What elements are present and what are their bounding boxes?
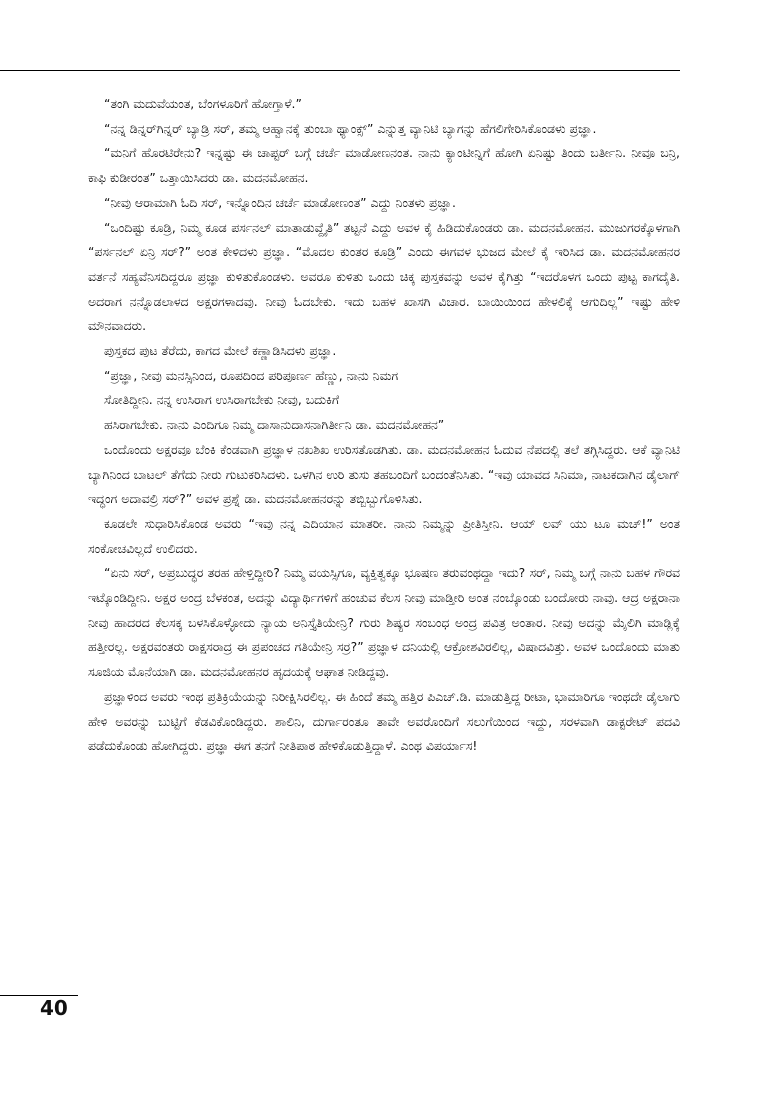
letter-line-2: ಸೋತಿದ್ದೀನಿ. ನನ್ನ ಉಸಿರಾಗ ಉಸಿರಾಗಬೇಕು ನೀವು, ಬದುಕಿಗೆ [104,392,340,408]
paragraph-8: ಒಂದೊಂದು ಅಕ್ಷರವೂ ಬೆಂಕಿ ಕೆಂಡವಾಗಿ ಪ್ರಜ್ಞಾಳ ನಖಶಿಖ ಉರಿಸತೊಡಗಿತು. ಡಾ. ಮದನಮೋಹನ ಓದುವ ನೆಪದಲ್ಲಿ ತಲೆ ತಗ್ಗಿಸಿದ್ದರು. ಆಕೆ ವ್ಯಾನಿಟಿ ಬ್ಯಾಗಿನಿಂದ ಬಾಟಲ್ ತೆಗೆದು ನೀರು ಗುಟುಕರಿಸಿದಳು. ಒಳಗಿನ ಉರಿ ತುಸು ತಹಬಂದಿಗೆ ಬಂದಂತೆನಿಸಿತು. “ಇವು ಯಾವದ ಸಿನಿಮಾ, ನಾಟಕದಾಗಿನ ಡೈಲಾಗ್ ಇದ್ಧಂಗ ಅದಾವಲ್ರಿ ಸರ್?” ಅವಳ ಪ್ರಶ್ನೆ ಡಾ. ಮದನಮೋಹನರನ್ನು ತಬ್ಬಿಬ್ಬುಗೊಳಿಸಿತು. [88,441,680,507]
letter-line-3: ಹಸಿರಾಗಬೇಕು. ನಾನು ಎಂದಿಗೂ ನಿಮ್ಮ ದಾಸಾನುದಾಸನಾಗಿರ್ತೀನಿ ಡಾ. ಮದನಮೋಹನ” [104,417,445,433]
paragraph-9: ಕೂಡಲೇ ಸುಧಾರಿಸಿಕೊಂಡ ಅವರು “ಇವು ನನ್ನ ಎದಿಯಾನ ಮಾತರೀ. ನಾನು ನಿಮ್ಮನ್ನು ಪ್ರೀತಿಸ್ತೀನಿ. ಆಯ್ ಲವ್ ಯು ಟೂ ಮಚ್!” ಅಂತ ಸಂಕೋಚವಿಲ್ಲದೆ ಉಲಿದರು. [88,515,680,556]
page-number: 40 [40,996,68,1020]
paragraph-3: “ಮನಿಗೆ ಹೊರಟಿರೇನು? ಇನ್ನಷ್ಟು ಈ ಚಾಪ್ಟರ್ ಬಗ್ಗೆ ಚರ್ಚೆ ಮಾಡೋಣನಂತ. ನಾನು ಕ್ಯಾಂಟೀನ್ನಿಗೆ ಹೋಗಿ ಏನಿಷ್ಟು ತಿಂದು ಬರ್ತೀನಿ. ನೀವೂ ಬನ್ರಿ, ಕಾಫಿ ಕುಡೀರಂತ” ಒತ್ತಾಯಿಸಿದರು ಡಾ. ಮದನಮೋಹನ. [88,145,680,186]
paragraph-11: ಪ್ರಜ್ಞಾಳಿಂದ ಅವರು ಇಂಥ ಪ್ರತಿಕ್ರಿಯೆಯನ್ನು ನಿರೀಕ್ಷಿಸಿರಲಿಲ್ಲ. ಈ ಹಿಂದೆ ತಮ್ಮ ಹತ್ತಿರ ಪಿಎಚ್.ಡಿ. ಮಾಡುತ್ತಿದ್ದ ರೀಟಾ, ಭಾಮಾರಿಗೂ ಇಂಥದೇ ಡೈಲಾಗು ಹೇಳಿ ಅವರನ್ನು ಬುಟ್ಟಿಗೆ ಕೆಡವಿಕೊಂಡಿದ್ದರು. ಶಾಲಿನಿ, ದುರ್ಗಾರಂತೂ ತಾವೇ ಅವರೊಂದಿಗೆ ಸಲುಗೆಯಿಂದ ಇದ್ದು, ಸರಳವಾಗಿ ಡಾಕ್ಟರೇಟ್ ಪದವಿ ಪಡೆದುಕೊಂಡು ಹೋಗಿದ್ದರು. ಪ್ರಜ್ಞಾ ಈಗ ತನಗೆ ನೀತಿಪಾಠ ಹೇಳಿಕೊಡುತ್ತಿದ್ದಾಳೆ. ಎಂಥ ವಿಪರ್ಯಾಸ! [88,688,680,754]
paragraph-10: “ಏನು ಸರ್, ಅಪ್ರಬುದ್ಧರ ತರಹ ಹೇಳ್ತಿದ್ದೀರಿ? ನಿಮ್ಮ ವಯಸ್ಸಿಗೂ, ವ್ಯಕ್ತಿತ್ವಕ್ಕೂ ಭೂಷಣ ತರುವಂಥದ್ದಾ ಇದು? ಸರ್, ನಿಮ್ಮ ಬಗ್ಗೆ ನಾನು ಬಹಳ ಗೌರವ ಇಟ್ಕೊಂಡಿದ್ದೀನಿ. ಅಕ್ಷರ ಅಂದ್ರ ಬೆಳಕಂತ, ಅದನ್ನು ವಿದ್ಯಾರ್ಥಿಗಳಿಗೆ ಹಂಚುವ ಕೆಲಸ ನೀವು ಮಾಡ್ತೀರಿ ಅಂತ ನಂಬ್ಕೊಂಡು ಬಂದೋರು ನಾವು. ಆದ್ರ ಅಕ್ಷರಾನಾ ನೀವು ಹಾದರದ ಕೆಲಸಕ್ಕ ಬಳಸಿಕೊಳ್ಳೋದು ನ್ಯಾಯ ಅನಿಸ್ತೈತಿಯೇನ್ರಿ? ಗುರು ಶಿಷ್ಯರ ಸಂಬಂಧ ಅಂದ್ರ ಪವಿತ್ರ ಅಂತಾರ. ನೀವು ಅದನ್ನು ಮೈಲಿಗಿ ಮಾಡ್ಲಿಕ್ಕೆ ಹತ್ತೀರಲ್ಲ. ಅಕ್ಷರವಂತರು ರಾಕ್ಷಸರಾದ್ರ ಈ ಪ್ರಪಂಚದ ಗತಿಯೇನ್ರಿ ಸರ್ರ?” ಪ್ರಜ್ಞಾಳ ದನಿಯಲ್ಲಿ ಆಕ್ರೋಶವಿರಲಿಲ್ಲ, ವಿಷಾದವಿತ್ತು. ಅವಳ ಒಂದೊಂದು ಮಾತು ಸೂಜಿಯ ಮೊನೆಯಾಗಿ ಡಾ. ಮದನಮೋಹನರ ಹೃದಯಕ್ಕೆ ಆಘಾತ ನೀಡಿದ್ದವು. [88,565,680,680]
paragraph-4: “ನೀವು ಆರಾಮಾಗಿ ಓದಿ ಸರ್, ಇನ್ನೊಂದಿನ ಚರ್ಚೆ ಮಾಡೋಣಂತ” ಎದ್ದು ನಿಂತಳು ಪ್ರಜ್ಞಾ. [104,194,456,210]
paragraph-5: “ಒಂದಿಷ್ಟು ಕೂಡ್ರಿ, ನಿಮ್ಮ ಕೂಡ ಪರ್ಸನಲ್ ಮಾತಾಡುವ್ದೈತಿ” ತಟ್ಟನೆ ಎದ್ದು ಅವಳ ಕೈ ಹಿಡಿದುಕೊಂಡರು ಡಾ. ಮದನಮೋಹನ. ಮುಜುಗರಕ್ಕೊಳಗಾಗಿ “ಪರ್ಸನಲ್ ಏನ್ರಿ ಸರ್?” ಅಂತ ಕೇಳಿದಳು ಪ್ರಜ್ಞಾ. “ಮೊದಲ ಕುಂತರ ಕೂಡ್ರಿ” ಎಂದು ಈಗವಳ ಭುಜದ ಮೇಲೆ ಕೈ ಇರಿಸಿದ ಡಾ. ಮದನಮೋಹನರ ವರ್ತನೆ ಸಹ್ಯವೆನಿಸದಿದ್ದರೂ ಪ್ರಜ್ಞಾ ಕುಳಿತುಕೊಂಡಳು. ಅವರೂ ಕುಳಿತು ಒಂದು ಚಿಕ್ಕ ಪುಸ್ತಕವನ್ನು ಅವಳ ಕೈಗಿತ್ತು “ಇದರೊಳಗ ಒಂದು ಪುಟ್ಟ ಕಾಗದೈತಿ. ಅದರಾಗ ನನ್ನೊಡಲಾಳದ ಅಕ್ಷರಗಳಾದವು. ನೀವು ಓದಬೇಕು. ಇದು ಬಹಳ ಖಾಸಗಿ ವಿಚಾರ. ಬಾಯಿಯಿಂದ ಹೇಳಲಿಕ್ಕೆ ಆಗುದಿಲ್ಲ” ಇಷ್ಟು ಹೇಳಿ ಮೌನವಾದರು. [88,219,680,334]
paragraph-2: “ನನ್ನ ಡಿನ್ನರ್‌ಗಿನ್ನರ್ ಬ್ಯಾಡ್ರಿ ಸರ್, ತಮ್ಮ ಆಹ್ವಾನಕ್ಕೆ ತುಂಬಾ ಥ್ಯಾಂಕ್ಸ್” ಎನ್ನುತ್ತ ವ್ಯಾನಿಟಿ ಬ್ಯಾಗನ್ನು ಹೆಗಲಿಗೇರಿಸಿಕೊಂಡಳು ಪ್ರಜ್ಞಾ. [104,120,597,136]
body-text [88,92,680,759]
paragraph-1: “ತಂಗಿ ಮದುವೆಯಂತ, ಬೆಂಗಳೂರಿಗೆ ಹೋಗ್ತಾಳೆ.” [104,96,302,111]
letter-line-1: “ಪ್ರಜ್ಞಾ, ನೀವು ಮನಸ್ಸಿನಿಂದ, ರೂಪದಿಂದ ಪರಿಪೂರ್ಣ ಹೆಣ್ಣು, ನಾನು ನಿಮಗ [104,367,399,383]
letter-text [88,364,680,438]
paragraph-6: ಪುಸ್ತಕದ ಪುಟ ತೆರೆದು, ಕಾಗದ ಮೇಲೆ ಕಣ್ಣಾಡಿಸಿದಳು ಪ್ರಜ್ಞಾ. [104,343,337,359]
top-rule [0,70,680,71]
